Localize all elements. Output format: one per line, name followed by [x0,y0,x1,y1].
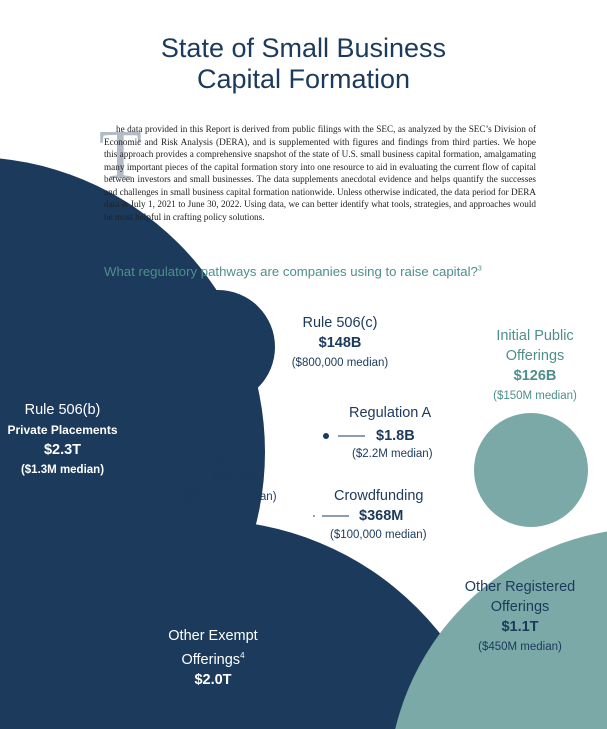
crowdfunding-amount: $368M [359,508,404,524]
other-registered-label [450,577,590,657]
drop-cap: T [99,117,142,194]
rule-504-name: Rule 504 [204,449,263,465]
reg-a-amount: $1.8B [376,428,415,444]
ipo-name-line-1: Initial Public [496,328,574,344]
ipo-median: ($150M median) [493,390,577,402]
rule-504-amount: $624M [212,470,257,486]
rule-506c-bubble [161,290,275,404]
other-registered-name-line-1: Other Registered [464,579,576,595]
rule-506b-name: Rule 506(b) [24,402,101,418]
other-registered-name-line-2: Offerings [490,599,550,615]
rule-506c-median: ($800,000 median) [291,357,389,369]
rule-506b-subname: Private Placements [7,423,118,437]
reg-a-name: Regulation A [349,405,432,421]
intro-paragraph: he data provided in this Report is derived from public filings with the SEC, as analyzed by the SEC’s Division of Economic and Risk Analysis (DERA), and is supplemented with figures and findings from third parties. We hope this approach provides a comprehensive snapshot of the state of U.S. small business capital formation, amalgamating many important pieces of the capital formation story into one resource to aid in evaluating the current flow of capital between investors and small businesses. The data supplements anecdotal evidence and helps quantify the successes and challenges in small business capital formation nationwide. Unless otherwise indicated, the data period for DERA data is July 1, 2021 to June 30, 2022. Using data, we can better identify what tools, strategies, and approaches would be most helpful in crafting policy solutions. [104,124,536,222]
other-exempt-amount: $2.0T [194,671,232,688]
other-registered-amount: $1.1T [501,619,539,635]
other-exempt-label [143,626,283,690]
reg-a-bubble [323,433,329,439]
reg-a-median: ($2.2M median) [352,448,433,460]
rule-506b-amount: $2.3T [43,442,82,458]
crowdfunding-median: ($100,000 median) [330,529,427,541]
other-exempt-name-line-2: Offerings$^4$ [181,651,245,668]
rule-506b-label [0,400,125,480]
rule-504-median: ($250,000 median) [180,491,277,503]
title-line-2: Capital Formation [196,64,411,94]
question-footnote: 3 [477,265,482,273]
crowdfunding-bubble [313,515,315,517]
rule-506b-median: ($1.3M median) [20,464,105,476]
title-line-1: State of Small Business [160,33,447,63]
ipo-name-line-2: Offerings [505,348,565,364]
ipo-label [470,326,600,406]
ipo-amount: $126B [513,368,557,384]
reg-a-label [349,403,431,423]
other-registered-median: ($450M median) [478,641,562,653]
crowdfunding-name: Crowdfunding [334,488,424,504]
other-exempt-footnote: 4 [240,651,245,660]
rule-506c-amount: $148B [318,335,362,351]
section-question [104,264,482,279]
ipo-bubble [474,413,588,527]
rule-506c-name: Rule 506(c) [302,315,378,331]
page-title [0,33,607,95]
rule-506c-label [275,313,405,373]
other-exempt-name-line-1: Other Exempt [168,628,258,644]
question-text: What regulatory pathways are companies using to raise capital? [104,264,478,279]
rule-504-bubble [166,477,168,479]
